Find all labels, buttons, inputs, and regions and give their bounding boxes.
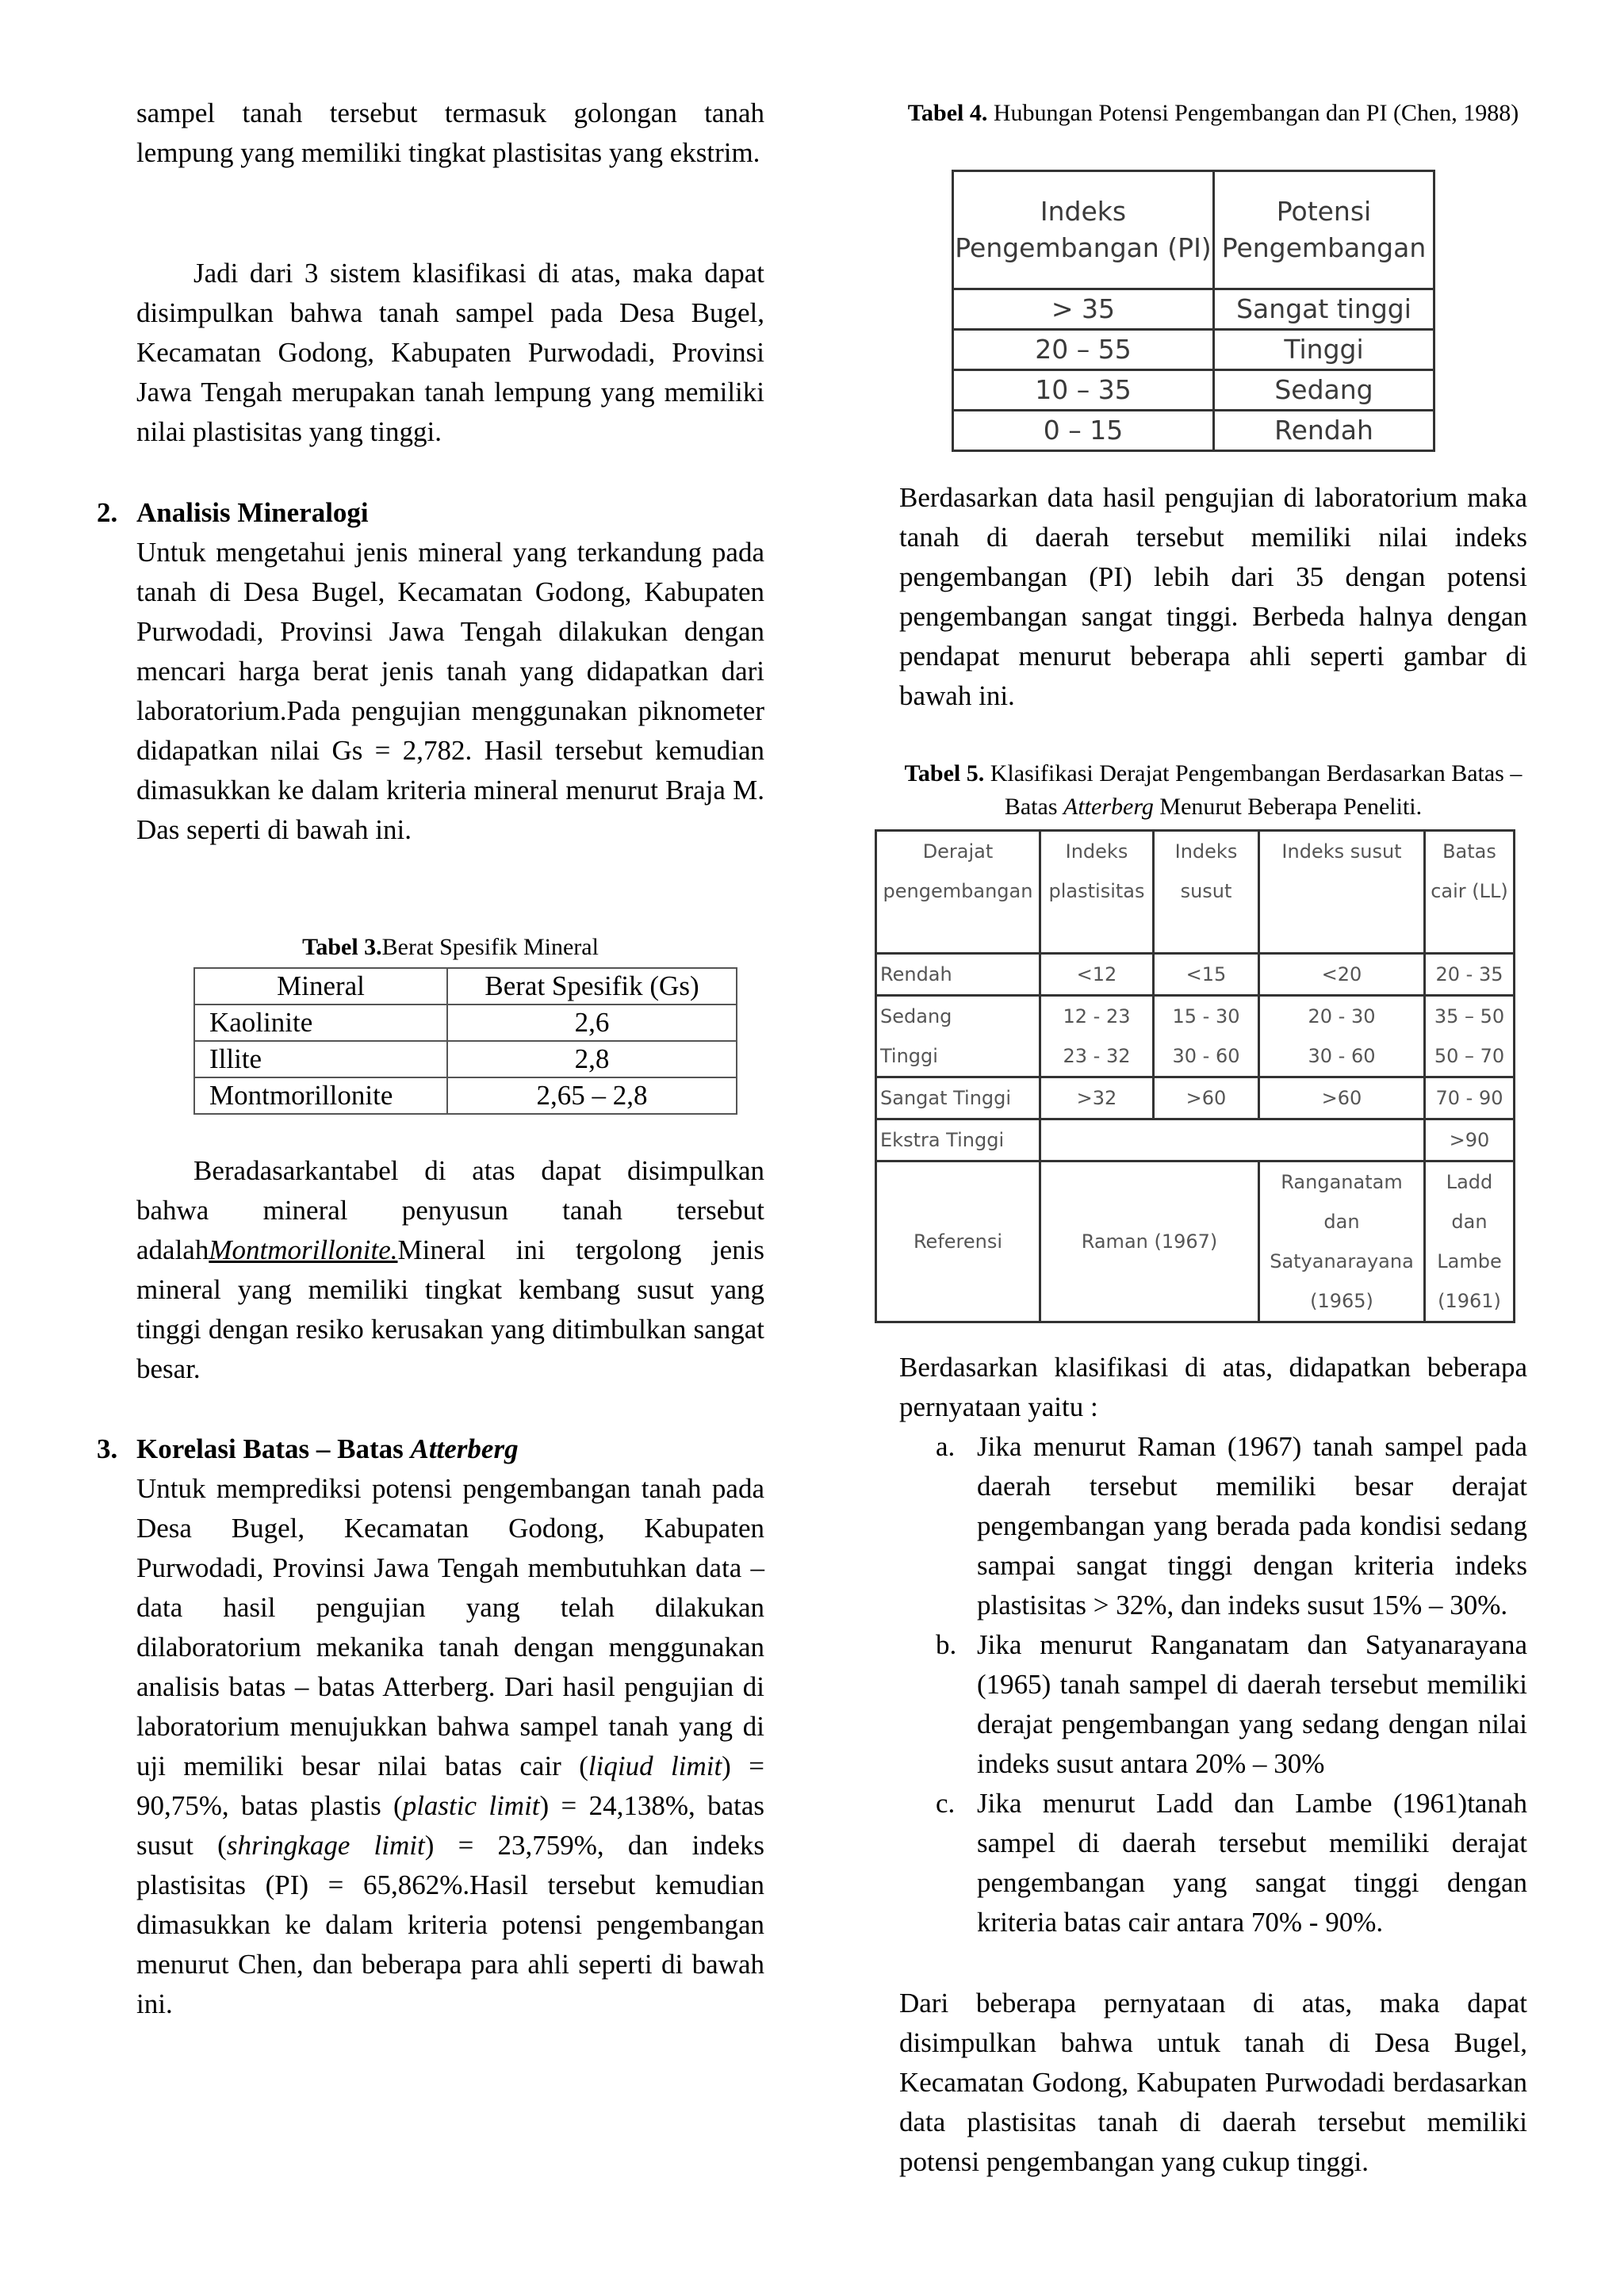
paragraph-statements-intro — [899, 1348, 1527, 1427]
table-cell: 0 – 15 — [953, 411, 1214, 451]
paragraph-mineral-conclusion — [136, 1151, 764, 1389]
table-row — [876, 954, 1515, 996]
table-cell: Rendah — [876, 954, 1040, 996]
table-cell: >90 — [1425, 1119, 1515, 1161]
caption-text: Berat Spesifik Mineral — [381, 934, 599, 960]
table-cell — [1259, 996, 1425, 1077]
table-cell: 2,65 – 2,8 — [447, 1077, 737, 1114]
paragraph-conclusion — [136, 254, 764, 452]
table-cell: Referensi — [876, 1161, 1040, 1322]
cell-line: 50 – 70 — [1434, 1045, 1505, 1067]
table-cell — [1154, 996, 1259, 1077]
table-cell: <20 — [1259, 954, 1425, 996]
statement-list — [899, 1427, 1527, 1942]
table-cell: Illite — [194, 1041, 447, 1077]
section-heading-mineralogi — [97, 493, 369, 533]
list-marker: a. — [936, 1431, 956, 1462]
term: plastic limit — [402, 1790, 540, 1821]
caption-text: Hubungan Potensi Pengembangan dan PI (Chen, 1988) — [987, 100, 1519, 126]
table-cell: Ladd dan Lambe (1961) — [1425, 1161, 1515, 1322]
paragraph-lab-result — [899, 478, 1527, 716]
caption-label: Tabel 5. — [904, 760, 985, 786]
paragraph-classification-end — [136, 94, 764, 173]
text-span: ) = 23,759%, dan indeks plastisitas (PI) = 65,862%.Hasil tersebut kemudian dimasukkan ke dalam kriteria potensi pengembangan menurut Chen, dan beberapa para ahli seperti di bawah ini. — [136, 1830, 764, 2019]
table-cell: Sangat Tinggi — [876, 1077, 1040, 1119]
table-row — [953, 330, 1434, 370]
table-5-caption — [899, 757, 1527, 824]
section-title-em: Atterberg — [410, 1433, 519, 1464]
section-title: Korelasi Batas – Batas — [136, 1433, 411, 1464]
table-header: Potensi Pengembangan — [1214, 171, 1434, 289]
table-cell: 20 - 35 — [1425, 954, 1515, 996]
paragraph-mineralogi — [136, 533, 764, 850]
caption-text: Menurut Beberapa Peneliti. — [1153, 794, 1423, 820]
table-row — [953, 411, 1434, 451]
caption-label: Tabel 4. — [907, 100, 988, 126]
table-row — [876, 1077, 1515, 1119]
table-cell — [876, 996, 1040, 1077]
cell-line: 15 - 30 — [1172, 1005, 1240, 1027]
cell-line: 20 - 30 — [1308, 1005, 1376, 1027]
table-cell: Tinggi — [1214, 330, 1434, 370]
table-cell: Montmorillonite — [194, 1077, 447, 1114]
table-cell: 2,6 — [447, 1004, 737, 1041]
table-cell: >32 — [1040, 1077, 1154, 1119]
paragraph-text: sampel tanah tersebut termasuk golongan tanah lempung yang memiliki tingkat plastisitas yang ekstrim. — [136, 98, 764, 168]
table-row — [876, 996, 1515, 1077]
table-4-caption — [899, 97, 1527, 130]
section-number: 2. — [97, 497, 118, 528]
table-header: Derajat pengembangan — [876, 831, 1040, 954]
text-span: Mineral ini tergolong jenis mineral yang memiliki tingkat kembang susut yang tinggi dengan resiko kerusakan yang ditimbulkan sangat besar. — [136, 1234, 764, 1384]
text-span: ) = 90,75%, batas plastis ( — [136, 1751, 764, 1821]
table-cell: <15 — [1154, 954, 1259, 996]
table-header-row — [953, 171, 1434, 289]
list-item-text: Jika menurut Ranganatam dan Satyanarayana (1965) tanah sampel di daerah tersebut memiliki derajat pengembangan yang sedang dengan nilai indeks susut antara 20% – 30% — [977, 1629, 1527, 1779]
term: shringkage limit — [226, 1830, 425, 1861]
table-header: Batas cair (LL) — [1425, 831, 1515, 954]
cell-line: 12 - 23 — [1063, 1005, 1131, 1027]
caption-label: Tabel 3. — [302, 934, 382, 960]
table-row — [194, 1004, 737, 1041]
table-cell: Rendah — [1214, 411, 1434, 451]
table-cell — [1040, 1119, 1425, 1161]
table-row — [953, 370, 1434, 411]
list-item-text: Jika menurut Raman (1967) tanah sampel pada daerah tersebut memiliki besar derajat pengembangan yang berada pada kondisi sedang sampai sangat tinggi dengan kriteria indeks plastisitas > 32%, dan indeks susut 15% – 30%. — [977, 1431, 1527, 1621]
cell-line: Tinggi — [880, 1045, 938, 1067]
table-cell: Ekstra Tinggi — [876, 1119, 1040, 1161]
table-cell — [1425, 996, 1515, 1077]
table-cell: 70 - 90 — [1425, 1077, 1515, 1119]
table-header-row — [876, 831, 1515, 954]
paragraph-text: Jadi dari 3 sistem klasifikasi di atas, maka dapat disimpulkan bahwa tanah sampel pada Desa Bugel, Kecamatan Godong, Kabupaten Purwodadi, Provinsi Jawa Tengah merupakan tanah lempung yang memiliki nilai plastisitas yang tinggi. — [136, 258, 764, 447]
text-span: Untuk memprediksi potensi pengembangan tanah pada Desa Bugel, Kecamatan Godong, Kabupaten Purwodadi, Provinsi Jawa Tengah membutuhkan data – data hasil pengujian yang telah dilakukan dilaboratorium mekanika tanah dengan menggunakan analisis batas – batas Atterberg. Dari hasil pengujian di laboratorium menujukkan bahwa sampel tanah yang di uji memiliki besar nilai batas cair ( — [136, 1473, 764, 1781]
paragraph-text: Berdasarkan klasifikasi di atas, didapatkan beberapa pernyataan yaitu : — [899, 1352, 1527, 1422]
table-cell: Ranganatam dan Satyanarayana (1965) — [1259, 1161, 1425, 1322]
table-header: Berat Spesifik (Gs) — [447, 968, 737, 1004]
table-header-row — [194, 968, 737, 1004]
table-3-caption — [136, 931, 764, 964]
table-cell: >60 — [1259, 1077, 1425, 1119]
table-cell: Sedang — [1214, 370, 1434, 411]
table-cell: >60 — [1154, 1077, 1259, 1119]
table-cell: 10 – 35 — [953, 370, 1214, 411]
text-span: ) = 24,138%, batas susut ( — [136, 1790, 764, 1861]
table-cell: 2,8 — [447, 1041, 737, 1077]
section-title: Analisis Mineralogi — [136, 497, 369, 528]
table-4-chen — [952, 170, 1435, 452]
list-marker: b. — [936, 1629, 957, 1660]
list-marker: c. — [936, 1788, 956, 1819]
table-cell: 20 – 55 — [953, 330, 1214, 370]
table-3-mineral — [193, 967, 737, 1115]
table-header: Indeks susut — [1259, 831, 1425, 954]
text-span: Beradasarkantabel di atas dapat disimpulkan bahwa mineral penyusun tanah tersebut adalah — [136, 1155, 764, 1265]
table-row — [953, 289, 1434, 330]
table-cell: Raman (1967) — [1040, 1161, 1259, 1322]
mineral-name: Montmorillonite. — [209, 1234, 398, 1265]
cell-line: 35 – 50 — [1434, 1005, 1505, 1027]
cell-line: 23 - 32 — [1063, 1045, 1131, 1067]
table-row-reference — [876, 1161, 1515, 1322]
caption-em: Atterberg — [1063, 794, 1154, 820]
section-number: 3. — [97, 1433, 118, 1464]
table-header: Indeks plastisitas — [1040, 831, 1154, 954]
table-cell — [1040, 996, 1154, 1077]
table-cell: > 35 — [953, 289, 1214, 330]
table-row — [194, 1041, 737, 1077]
list-item — [899, 1625, 1527, 1784]
section-heading-atterberg — [97, 1429, 519, 1469]
table-cell: Sangat tinggi — [1214, 289, 1434, 330]
paragraph-text — [136, 1151, 764, 1389]
paragraph-text: Untuk mengetahui jenis mineral yang terkandung pada tanah di Desa Bugel, Kecamatan Godong, Kabupaten Purwodadi, Provinsi Jawa Tengah dilakukan dengan mencari harga berat jenis tanah yang didapatkan dari laboratorium.Pada pengujian menggunakan piknometer didapatkan nilai Gs = 2,782. Hasil tersebut kemudian dimasukkan ke dalam kriteria mineral menurut Braja M. Das seperti di bawah ini. — [136, 537, 764, 845]
paragraph-final-conclusion — [899, 1984, 1527, 2182]
caption-text: Klasifikasi Derajat Pengembangan Berdasarkan Batas – Batas — [984, 760, 1522, 820]
table-cell: Kaolinite — [194, 1004, 447, 1041]
term: liqiud limit — [588, 1751, 722, 1781]
paragraph-text — [136, 1469, 764, 2024]
list-item — [899, 1784, 1527, 1942]
table-5-classification — [875, 829, 1515, 1323]
paragraph-text: Dari beberapa pernyataan di atas, maka dapat disimpulkan bahwa untuk tanah di Desa Bugel, Kecamatan Godong, Kabupaten Purwodadi berdasarkan data plastisitas tanah di daerah tersebut memiliki potensi pengembangan yang cukup tinggi. — [899, 1988, 1527, 2177]
table-row — [876, 1119, 1515, 1161]
table-cell: <12 — [1040, 954, 1154, 996]
paragraph-text: Berdasarkan data hasil pengujian di laboratorium maka tanah di daerah tersebut memiliki nilai indeks pengembangan (PI) lebih dari 35 dengan potensi pengembangan sangat tinggi. Berbeda halnya dengan pendapat menurut beberapa ahli seperti gambar di bawah ini. — [899, 482, 1527, 711]
list-item-text: Jika menurut Ladd dan Lambe (1961)tanah sampel di daerah tersebut memiliki derajat pengembangan yang sangat tinggi dengan kriteria batas cair antara 70% - 90%. — [977, 1788, 1527, 1938]
cell-line: Sedang — [880, 1005, 952, 1027]
table-header: Mineral — [194, 968, 447, 1004]
cell-line: 30 - 60 — [1172, 1045, 1240, 1067]
paragraph-atterberg — [136, 1469, 764, 2024]
cell-line: 30 - 60 — [1308, 1045, 1376, 1067]
list-item — [899, 1427, 1527, 1625]
table-header: Indeks Pengembangan (PI) — [953, 171, 1214, 289]
table-header: Indeks susut — [1154, 831, 1259, 954]
table-row — [194, 1077, 737, 1114]
